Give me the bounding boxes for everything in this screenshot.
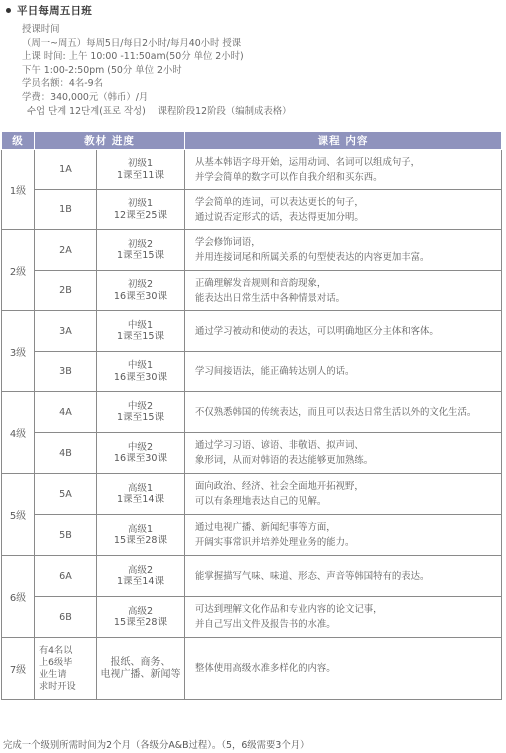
title-text: 平日每周五日班 <box>17 5 92 17</box>
sublevel-note-line: 求时开设 <box>39 680 76 692</box>
content-line: 并学会简单的数字可以作自我介绍和买东西。 <box>195 171 383 183</box>
textbook-cell <box>97 311 185 352</box>
content-line: 象形词，从而对韩语的表达能够更加熟练。 <box>195 455 374 466</box>
table-row <box>2 230 502 271</box>
content-cell <box>185 271 502 311</box>
content-cell <box>185 311 502 352</box>
level-cell: 5级 <box>2 474 35 556</box>
header-content: 课程 内容 <box>185 132 502 150</box>
content-cell <box>185 597 502 638</box>
level-cell: 7级 <box>2 638 35 700</box>
textbook-cell <box>97 150 185 190</box>
content-line: 并自己写出文件及报告书的水准。 <box>195 619 336 630</box>
info-line: 上课 时间: 上午 10:00 -11:50am(50分 单位 2小时) <box>22 51 244 63</box>
textbook-cell <box>97 271 185 311</box>
course-info <box>22 23 291 118</box>
table-row <box>2 190 502 230</box>
sublevel-cell: 2B <box>35 271 97 311</box>
content-line: 学会修饰词语， <box>195 237 261 248</box>
textbook-name: 中级2 <box>127 441 154 453</box>
level-cell: 3级 <box>2 311 35 392</box>
textbook-lessons: 1课至15课 <box>116 331 165 342</box>
textbook-name: 初级1 <box>127 198 154 209</box>
sublevel-note-line: 业生请 <box>39 668 67 680</box>
textbook-line: 电视广播、新闻等 <box>100 668 181 680</box>
textbook-cell <box>97 230 185 271</box>
content-line: 学会简单的连词，可以表达更长的句子， <box>195 196 364 208</box>
info-line: 수업 단계 12단계(표로 작성) 课程阶段12阶段（编制成表格） <box>24 105 292 117</box>
sublevel-cell: 6A <box>35 556 97 597</box>
content-line: 从基本韩语字母开始，运用动词、名词可以组成句子， <box>195 156 421 168</box>
textbook-lessons: 1课至15课 <box>116 250 165 261</box>
content-line: 整体使用高级水准多样化的内容。 <box>195 663 336 674</box>
content-line: 不仅熟悉韩国的传统表达，而且可以表达日常生活以外的文化生活。 <box>195 406 477 418</box>
content-cell <box>185 474 502 515</box>
table-row <box>2 311 502 352</box>
sublevel-cell: 2A <box>35 230 97 271</box>
content-line: 可以有条理地表达自己的见解。 <box>195 496 327 507</box>
table-row <box>2 597 502 638</box>
content-line: 能掌握描写气味、味道、形态、声音等韩国特有的表达。 <box>195 570 430 582</box>
content-line: 正确理解发音规则和音韵现象， <box>195 277 327 289</box>
content-cell <box>185 515 502 556</box>
sublevel-cell: 6B <box>35 597 97 638</box>
textbook-cell <box>97 597 185 638</box>
content-cell <box>185 190 502 230</box>
content-line: 通过电视广播、新闻纪事等方面， <box>195 522 336 533</box>
bullet-icon <box>6 8 11 13</box>
textbook-name: 中级2 <box>127 400 154 412</box>
content-line: 通过学习习语、谚语、非敬语、拟声词、 <box>195 440 364 451</box>
textbook-name: 中级1 <box>127 360 154 371</box>
textbook-lessons: 1课至15课 <box>116 412 165 423</box>
table-row <box>2 392 502 433</box>
textbook-lessons: 12课至25课 <box>113 209 168 221</box>
sublevel-cell: 1A <box>35 150 97 190</box>
footer-note: 完成一个级别所需时间为2个月（各级分A&B过程）。（5，6级需要3个月） <box>3 740 310 751</box>
content-cell <box>185 392 502 433</box>
textbook-cell <box>97 190 185 230</box>
table-row <box>2 352 502 392</box>
table-row <box>2 433 502 474</box>
textbook-lessons: 1课至14课 <box>116 576 165 587</box>
textbook-name: 高级2 <box>127 564 154 576</box>
sublevel-cell <box>35 638 97 700</box>
textbook-cell <box>97 433 185 474</box>
info-line: 学员名额：4名-9名 <box>22 78 103 90</box>
textbook-cell <box>97 474 185 515</box>
textbook-cell <box>97 352 185 392</box>
textbook-lessons: 16课至30课 <box>113 371 168 383</box>
content-line: 可达到理解文化作品和专业内容的论文记事， <box>195 604 383 615</box>
sublevel-cell: 5A <box>35 474 97 515</box>
sublevel-cell: 3A <box>35 311 97 352</box>
sublevel-note-line: 有4名以 <box>39 644 73 656</box>
content-cell <box>185 556 502 597</box>
info-line: 下午 1:00-2:50pm (50分 单位 2小时 <box>22 64 182 76</box>
sublevel-cell: 1B <box>35 190 97 230</box>
sublevel-cell: 3B <box>35 352 97 392</box>
textbook-cell <box>97 638 185 700</box>
textbook-name: 初级2 <box>127 238 154 250</box>
content-cell <box>185 150 502 190</box>
textbook-lessons: 15课至28课 <box>113 617 168 628</box>
textbook-name: 初级1 <box>127 158 154 169</box>
header-textbook: 教材 进度 <box>35 132 185 150</box>
textbook-lessons: 1课至11课 <box>116 169 165 181</box>
table-header-row <box>2 132 502 150</box>
level-cell: 4级 <box>2 392 35 474</box>
textbook-name: 初级2 <box>127 279 154 290</box>
content-line: 开阔实事常识并培养处理业务的能力。 <box>195 537 355 548</box>
table-row <box>2 271 502 311</box>
header-level: 级 <box>2 132 35 150</box>
textbook-name: 高级2 <box>127 605 154 617</box>
level-cell: 6级 <box>2 556 35 638</box>
textbook-lessons: 16课至30课 <box>113 290 168 302</box>
content-line: 并用连接词尾和所属关系的句型使表达的内容更加丰富。 <box>195 252 430 263</box>
content-line: 通过说否定形式的话，表达得更加分明。 <box>195 211 364 223</box>
sublevel-cell: 4A <box>35 392 97 433</box>
table-row <box>2 474 502 515</box>
textbook-lessons: 15课至28课 <box>113 535 168 546</box>
textbook-lessons: 16课至30课 <box>113 453 168 464</box>
curriculum-table <box>1 131 502 700</box>
content-cell <box>185 433 502 474</box>
textbook-name: 高级1 <box>127 523 154 535</box>
textbook-line: 报纸、商务、 <box>110 656 171 668</box>
content-cell <box>185 230 502 271</box>
content-cell <box>185 352 502 392</box>
textbook-name: 高级1 <box>127 482 154 494</box>
level-cell: 1级 <box>2 150 35 230</box>
content-line: 通过学习被动和使动的表达，可以明确地区分主体和客体。 <box>195 325 439 337</box>
level-cell: 2级 <box>2 230 35 311</box>
page-title <box>4 3 92 18</box>
sublevel-cell: 4B <box>35 433 97 474</box>
info-line: 授课时间 <box>22 24 60 35</box>
info-line: （周一~周五）每周5日/每日2小时/每月40小时 授课 <box>22 37 242 49</box>
textbook-lessons: 1课至14课 <box>116 494 165 505</box>
textbook-name: 中级1 <box>127 319 154 331</box>
textbook-cell <box>97 392 185 433</box>
sublevel-note-line: 上6级毕 <box>39 656 73 668</box>
table-row <box>2 638 502 700</box>
content-line: 面向政治、经济、社会全面地开拓视野， <box>195 481 364 492</box>
table-body <box>2 150 502 700</box>
textbook-cell <box>97 556 185 597</box>
textbook-cell <box>97 515 185 556</box>
table-row <box>2 515 502 556</box>
table-row <box>2 150 502 190</box>
content-line: 学习间接语法，能正确转达别人的话。 <box>195 366 355 377</box>
table-row <box>2 556 502 597</box>
content-line: 能表达出日常生活中各种情景对话。 <box>195 292 346 304</box>
content-cell <box>185 638 502 700</box>
sublevel-cell: 5B <box>35 515 97 556</box>
info-line: 学费：340,000元（韩币）/月 <box>22 91 149 103</box>
